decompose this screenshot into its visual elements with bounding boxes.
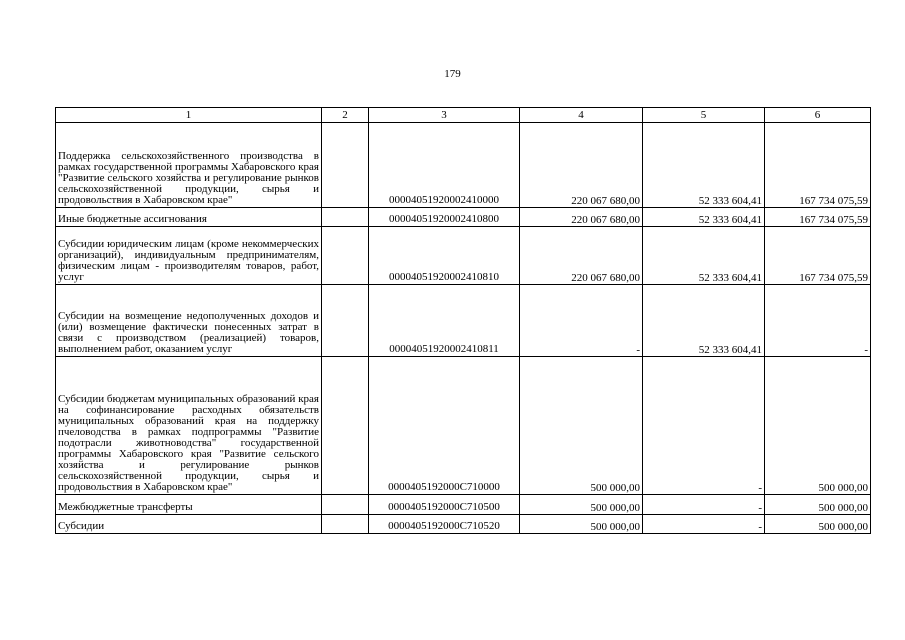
row-col6: 167 734 075,59: [765, 123, 871, 208]
table-row: [56, 227, 871, 285]
row-col4: 500 000,00: [520, 495, 643, 515]
column-header-4: 4: [520, 108, 643, 123]
table-row: [56, 515, 871, 534]
row-col5: 52 333 604,41: [643, 285, 765, 357]
row-col5: 52 333 604,41: [643, 227, 765, 285]
row-name: Межбюджетные трансферты: [56, 495, 322, 515]
column-header-5: 5: [643, 108, 765, 123]
row-col6: 500 000,00: [765, 515, 871, 534]
table-row: [56, 357, 871, 495]
row-code: 0000405192000С710520: [369, 515, 520, 534]
row-col5: -: [643, 515, 765, 534]
table-row: [56, 208, 871, 227]
row-col4: 220 067 680,00: [520, 123, 643, 208]
row-col2: [322, 208, 369, 227]
row-col2: [322, 227, 369, 285]
row-name: Субсидии: [56, 515, 322, 534]
row-name: Иные бюджетные ассигнования: [56, 208, 322, 227]
row-col2: [322, 285, 369, 357]
page-number: 179: [444, 68, 461, 80]
row-col6: 500 000,00: [765, 357, 871, 495]
row-name: Субсидии на возмещение недополученных доходов и (или) возмещение фактически понесенных затрат в связи с производством (реализацией) товаров, выполнением работ, оказанием услуг: [56, 285, 322, 357]
row-code: 00004051920002410000: [369, 123, 520, 208]
row-name: Субсидии бюджетам муниципальных образований края на софинансирование расходных обязательств муниципальных образований края на поддержку пчеловодства в рамках подпрограммы "Развитие подотрасли животноводства" государственной программы Хабаровского края "Развитие сельского хозяйства и регулирование рынков сельскохозяйственной продукции, сырья и продовольствия в Хабаровском крае": [56, 357, 322, 495]
row-col4: 220 067 680,00: [520, 227, 643, 285]
row-col4: 500 000,00: [520, 515, 643, 534]
row-col5: -: [643, 357, 765, 495]
row-col2: [322, 515, 369, 534]
row-code: 0000405192000С710500: [369, 495, 520, 515]
row-col2: [322, 357, 369, 495]
row-code: 00004051920002410811: [369, 285, 520, 357]
row-name: Поддержка сельскохозяйственного производства в рамках государственной программы Хабаровского края "Развитие сельского хозяйства и регулирование рынков сельскохозяйственной продукции, сырья и продовольствия в Хабаровском крае": [56, 123, 322, 208]
row-col5: -: [643, 495, 765, 515]
row-code: 00004051920002410810: [369, 227, 520, 285]
row-col6: 500 000,00: [765, 495, 871, 515]
table-header-row: [56, 108, 871, 123]
column-header-6: 6: [765, 108, 871, 123]
column-header-3: 3: [369, 108, 520, 123]
row-code: 0000405192000С710000: [369, 357, 520, 495]
row-name: Субсидии юридическим лицам (кроме некоммерческих организаций), индивидуальным предпринимателям, физическим лицам - производителям товаров, работ, услуг: [56, 227, 322, 285]
table-row: [56, 123, 871, 208]
row-col4: 500 000,00: [520, 357, 643, 495]
row-code: 00004051920002410800: [369, 208, 520, 227]
budget-table: [55, 107, 871, 534]
column-header-2: 2: [322, 108, 369, 123]
row-col6: 167 734 075,59: [765, 227, 871, 285]
row-col5: 52 333 604,41: [643, 123, 765, 208]
column-header-1: 1: [56, 108, 322, 123]
row-col4: 220 067 680,00: [520, 208, 643, 227]
row-col6: 167 734 075,59: [765, 208, 871, 227]
table-row: [56, 495, 871, 515]
table-row: [56, 285, 871, 357]
row-col5: 52 333 604,41: [643, 208, 765, 227]
row-col2: [322, 495, 369, 515]
row-col4: -: [520, 285, 643, 357]
row-col6: -: [765, 285, 871, 357]
row-col2: [322, 123, 369, 208]
